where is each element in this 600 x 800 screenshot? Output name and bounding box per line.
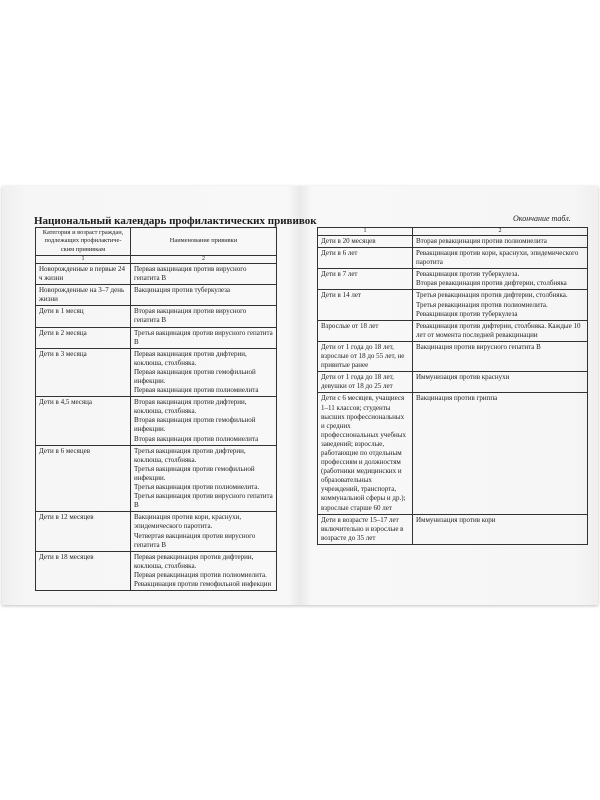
table-row	[36, 285, 277, 306]
category-cell: Дети в 14 лет	[318, 290, 413, 320]
table-row	[318, 269, 588, 290]
vaccine-cell	[131, 397, 277, 445]
vaccine-entry: Первая вакцинация против полиомиелита	[134, 386, 259, 395]
table-row	[36, 306, 277, 327]
vaccine-cell	[413, 290, 588, 320]
vaccine-cell	[131, 512, 277, 551]
category-cell: Дети в возрасте 15–17 лет включительно и взрослые в возрасте до 35 лет	[318, 514, 413, 544]
continuation-note: Окончание табл.	[513, 214, 571, 223]
vaccine-entry: Вакцинация против вирусного гепатита В	[416, 342, 541, 351]
vaccine-entry: Четвертая вакцинация против вирусного гепатита В	[134, 531, 256, 549]
vaccine-cell	[413, 514, 588, 544]
table-row	[36, 512, 277, 551]
vaccine-entry: Вторая ревакцинация против дифтерии, столбняка	[416, 279, 567, 288]
table-row	[318, 341, 588, 371]
table-row	[36, 551, 277, 590]
table-row	[318, 372, 588, 393]
vaccine-entry: Вторая ревакцинация против полиомиелита	[416, 237, 547, 245]
category-cell: Дети в 7 лет	[318, 269, 413, 290]
vaccine-entry: Третья ревакцинация против дифтерии, столбняка.	[416, 291, 568, 300]
vaccine-cell	[413, 236, 588, 248]
table-row	[318, 248, 588, 269]
vaccination-table-left	[35, 227, 277, 591]
vaccine-entry: Вторая вакцинация против гемофильной инфекции.	[134, 416, 256, 434]
vaccine-entry: Иммунизация против кори	[416, 515, 496, 524]
category-cell: Дети с 6 месяцев, учащиеся 1–11 классов; студенты высших профессиональных и средних профессиональных учебных заведений; взрослые, работающие по отдельным профессиям и должностям (работники медицинских и образовательных учреждений, транспорта, коммунальной сферы и др.); взрослые старше 60 лет	[318, 393, 413, 514]
column-number: 2	[413, 228, 588, 236]
category-cell: Дети в 18 месяцев	[36, 551, 131, 590]
vaccine-entry: Ревакцинация против туберкулеза.	[416, 270, 520, 279]
vaccine-entry: Третья ревакцинация против полиомиелита.	[416, 300, 548, 309]
column-number: 2	[131, 255, 277, 263]
vaccine-entry: Первая ревакцинация против дифтерии, коклюша, столбняка.	[134, 552, 254, 570]
vaccine-entry: Иммунизация против краснухи	[416, 373, 510, 382]
vaccine-entry: Ревакцинация против туберкулеза	[416, 309, 518, 318]
vaccine-cell	[131, 306, 277, 327]
category-cell: Дети в 3 месяца	[36, 348, 131, 396]
vaccine-cell	[131, 445, 277, 512]
right-page	[301, 186, 598, 605]
vaccine-cell	[413, 320, 588, 341]
vaccine-cell	[131, 285, 277, 306]
vaccine-entry: Вторая вакцинация против полиомиелита	[134, 434, 259, 443]
table-row	[318, 236, 588, 248]
category-cell: Дети в 12 месяцев	[36, 512, 131, 551]
table-row	[318, 320, 588, 341]
vaccine-entry: Третья вакцинация против полиомиелита.	[134, 483, 260, 492]
vaccine-entry: Первая вакцинация против гемофильной инфекции.	[134, 367, 256, 386]
page-title: Национальный календарь профилактических прививок	[34, 215, 317, 227]
table-row	[318, 514, 588, 544]
vaccine-entry: Вторая вакцинация против дифтерии, коклюша, столбняка.	[134, 398, 247, 416]
vaccine-entry: Первая вакцинация против вирусного гепатита В	[134, 264, 247, 283]
category-cell: Новорожденные на 3–7 день жизни	[36, 285, 131, 306]
vaccine-cell	[413, 393, 588, 514]
table-header-row	[36, 228, 277, 256]
category-cell: Дети в 6 месяцев	[36, 445, 131, 512]
category-cell: Дети в 1 месяц	[36, 306, 131, 327]
vaccine-entry: Вторая вакцинация против вирусного гепатита В	[134, 307, 247, 325]
vaccine-entry: Ревакцинация против кори, краснухи, эпидемического паротита	[416, 249, 579, 267]
category-cell: Дети в 6 лет	[318, 248, 413, 269]
vaccine-entry: Третья вакцинация против вирусного гепатита В	[134, 328, 273, 346]
category-cell: Новорожденные в первые 24 ч жизни	[36, 263, 131, 284]
header-category: Категория и возраст граждан, подлежащих профилактиче-ским прививкам	[36, 228, 131, 256]
table-row	[36, 397, 277, 445]
vaccine-cell	[131, 348, 277, 396]
table-row	[318, 290, 588, 320]
vaccine-entry: Вакцинация против кори, краснухи, эпидемического паротита.	[134, 513, 242, 531]
vaccine-cell	[413, 341, 588, 371]
vaccine-entry: Третья вакцинация против гемофильной инфекции.	[134, 464, 255, 482]
category-cell: Дети в 4,5 месяца	[36, 397, 131, 445]
table-row	[318, 393, 588, 514]
vaccine-entry: Третья вакцинация против дифтерии, коклюша, столбняка.	[134, 446, 246, 464]
column-number: 1	[36, 255, 131, 263]
column-number: 1	[318, 228, 413, 236]
vaccine-cell	[413, 372, 588, 393]
vaccine-cell	[131, 263, 277, 284]
left-page	[2, 186, 317, 605]
table-row	[36, 348, 277, 396]
table-row	[36, 445, 277, 512]
category-cell: Дети от 1 года до 18 лет, взрослые от 18 до 55 лет, не привитые ранее	[318, 341, 413, 371]
category-cell: Дети от 1 года до 18 лет, девушки от 18 до 25 лет	[318, 372, 413, 393]
vaccine-cell	[413, 269, 588, 290]
vaccine-entry: Третья вакцинация против вирусного гепатита В	[134, 492, 273, 510]
vaccine-entry: Первая ревакцинация против полиомиелита.	[134, 570, 267, 579]
vaccine-cell	[131, 551, 277, 590]
vaccine-entry: Ревакцинация против дифтерии, столбняка. Каждые 10 лет от момента последней ревакцинации	[416, 321, 581, 339]
vaccine-entry: Ревакцинация против гемофильной инфекции	[134, 579, 272, 588]
column-number-row	[36, 255, 277, 263]
vaccine-entry: Вакцинация против гриппа	[416, 394, 498, 403]
category-cell: Взрослые от 18 лет	[318, 320, 413, 341]
category-cell: Дети в 2 месяца	[36, 327, 131, 348]
table-row	[36, 263, 277, 284]
table-row	[36, 327, 277, 348]
vaccine-cell	[413, 248, 588, 269]
open-book	[2, 186, 598, 605]
category-cell: Дети в 20 месяцев	[318, 236, 413, 248]
vaccine-cell	[131, 327, 277, 348]
header-vaccine: Наименование прививки	[131, 228, 277, 256]
vaccine-entry: Вакцинация против туберкулеза	[134, 286, 231, 295]
column-number-row	[318, 228, 588, 236]
vaccination-table-right	[317, 227, 588, 545]
vaccine-entry: Первая вакцинация против дифтерии, коклюша, столбняка.	[134, 349, 247, 367]
